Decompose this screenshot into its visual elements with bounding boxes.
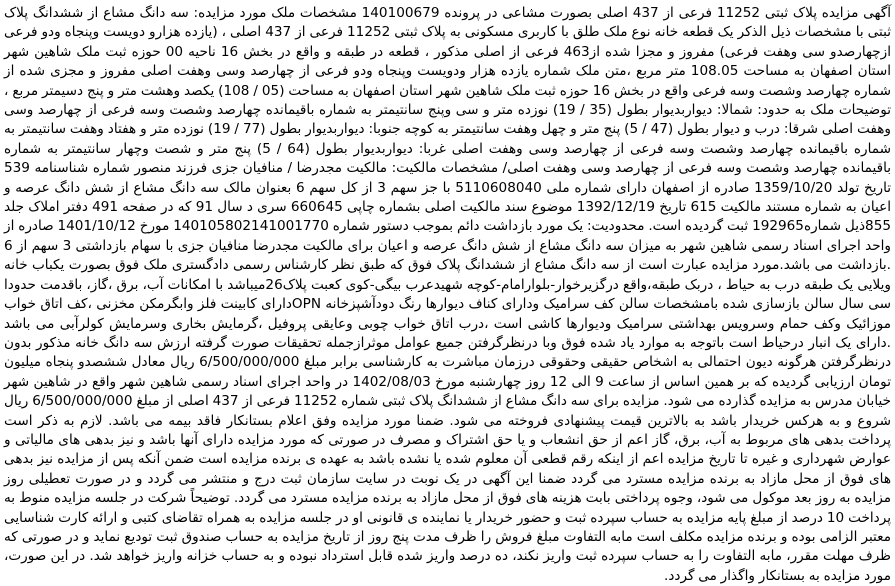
auction-notice (4, 4, 892, 584)
auction-notice-text: آگهی مزایده پلاک ثبتی 11252 فرعی از 437 اصلی بصورت مشاعی در پرونده 140100679 مشخصات ملک مورد مزایده: سه دانگ مشاع از ششدانگ پلاک ثبتی با مشخصات ذیل الذکر یک قطعه خانه نوع ملک طلق با کاربری مسکونی به پلاک ثبتی 11252 فرعی از 437 اصلی ، (یازده هزارو دویست وپنجاه ودو فرعی ازچهارصدو سی وهفت فرعی) مفروز و مجزا شده از463 فرعی از اصلی مذکور ، قطعه در طبقه و واقع در بخش 16 ناحیه 00 حوزه ثبت ملک شاهین شهر استان اصفهان به مساحت 108.05 متر مربع ،متن ملک شماره یازده هزار ودویست وپنجاه ودو فرعی از چهارصد وسی وهفت اصلی مفروز و مجزی شده از شماره چهارصد وشصت وسه فرعی واقع در بخش 16 حوزه ثبت ملک شاهین شهر استان اصفهان به مساحت (05 / 108) یکصد وهشت متر و پنج دسیمتر مربع ، توضیحات ملک به حدود: شمالا: دیواربدیوار بطول (35 / 19) نوزده متر و سی وپنج سانتیمتر به شماره باقیمانده چهارصد وشصت وسه فرعی از چهارصد وسی وهفت اصلی شرقا: درب و دیوار بطول (47 / 5) پنج متر و چهل وهفت سانتیمتر به کوچه جنوبا: دیواربدیوار بطول (77 / 19) نوزده متر و هفتاد وهفت سانتیمتر به شماره باقیمانده چهارصد وشصت وسه فرعی از چهارصد وسی وهفت اصلی غربا: دیواربدیوار بطول (64 / 5) پنج متر و شصت وچهار سانتیمتر به شماره باقیمانده چهارصد وشصت وسه فرعی از چهارصد وسی وهفت اصلی/ مشخصات مالکیت: مالکیت مجدرضا / منافیان جزی فرزند منصور شماره شناسنامه 539 تاریخ تولد 1359/10/20 صادره از اصفهان دارای شماره ملی 5110608040 با جز سهم 3 از کل سهم 6 بعنوان مالک سه دانگ مشاع از شش دانگ عرصه و اعیان به شماره مستند مالکیت 615 تاریخ 1392/12/19 موضوع سند مالکیت اصلی بشماره چاپی 660645 سری د سال 91 که در صفحه 491 دفتر املاک جلد 855ذیل شماره192965 ثبت گردیده است. محدودیت: یک مورد بازداشت دائم بموجب دستور شماره 140105802141001770 مورخ 1401/10/12 صادره از واحد اجرای اسناد رسمی شاهین شهر به میزان سه دانگ مشاع از شش دانگ عرصه و اعیان برای مالکیت مجدرضا منافیان جزی با سهام بازداشتی 3 سهم از 6 .بازداشت می باشد.مورد مزایده عبارت است از سه دانگ مشاع از ششدانگ پلاک فوق که طبق نظر کارشناس رسمی دادگستری ملک فوق بصورت یکباب خانه ویلایی یک طبقه درب به حیاط ، دربک طبقه،واقع درگزیرخوار-بلوارامام-کوچه شهیدعرب بیگی-کوی کعبت پلاک26میباشد با امکانات آب، برق ،گاز، باقدمت حدودا سی سال سالن بازسازی شده بامشخصات سالن کف سرامیک ودارای کناف دیوارها رنگ دودآشپزخانه OPNدارای کابینت فلز وابگرمکن مخزنی ،کف اتاق خواب موزائیک وکف حمام وسرویس بهداشتی سرامیک ودیوارها کاشی است ،درب اتاق خواب چوبی وعایقی پروفیل ،گرمایش بخاری وسرمایش کولرآبی می باشد .دارای یک انبار درحیاط است باتوجه به موارد یاد شده فوق وبا درنظرگرفتن جمیع عوامل موثرازجمله تحقیقات صورت گرفته ارزش سه دانگ خانه مذکور بدون درنظرگرفتن هرگونه دیون احتمالی به اشخاص حقیقی وحقوقی درزمان مباشرت به کارشناسی برابر مبلغ 6/500/000/000 ریال معادل ششصدو پنجاه میلیون تومان ارزیابی گردیده که بر همین اساس از ساعت 9 الی 12 روز چهارشنبه مورخ 1402/08/03 در واحد اجرای اسناد رسمی شاهین شهر واقع در شاهین شهر خیابان مدرس به مزایده گذارده می شود. مزایده برای سه دانگ مشاع از ششدانگ پلاک ثبتی شماره 11252 فرعی از 437 اصلی از مبلغ 6/500/000/000 ریال شروع و به هرکس خریدار باشد به بالاترین قیمت پیشنهادی فروخته می شود. ضمنا مورد مزایده وفق اعلام بستانکار فاقد بیمه می باشد. لازم به ذکر است پرداخت بدهی های مربوط به آب، برق، گاز اعم از حق انشعاب و یا حق اشتراک و مصرف در صورتی که مورد مزایده دارای آنها باشد و نیز بدهی های مالیاتی و عوارض شهرداری و غیره تا تاریخ مزایده اعم از اینکه رقم قطعی آن معلوم شده یا نشده باشد به عهده ی برنده مزایده است ضمن آنکه پس از مزایده نیز بدهی های فوق از محل مازاد به برنده مزایده مسترد می گردد ضمنا این آگهی در یک نوبت در سایت سازمان ثبت درج و منتشر می گردد و در صورت تعطیلی روز مزایده به روز بعد موکول می شود، وجوه پرداختی بابت هزینه های فوق از محل مازاد به برنده مزایده مسترد می گردد. توضیحاً شرکت در جلسه مزایده منوط به پرداخت 10 درصد از مبلغ پایه مزایده به حساب سپرده ثبت و حضور خریدار یا نماینده ی قانونی او در جلسه مزایده به همراه تقاضای کتبی و ارائه کارت شناسایی معتبر الزامی بوده و برنده مزایده مکلف است مابه التفاوت مبلغ فروش را ظرف مدت پنج روز از تاریخ مزایده به حساب صندوق ثبت تودیع نماید و در صورتی که ظرف مهلت مقرر، مابه التفاوت را به حساب سپرده ثبت واریز نکند، ده درصد واریز شده قابل استرداد نبوده و به حساب خزانه واریز خواهد شد. در این صورت، مورد مزایده به بستانکار واگذار می گردد. (4, 5, 892, 584)
